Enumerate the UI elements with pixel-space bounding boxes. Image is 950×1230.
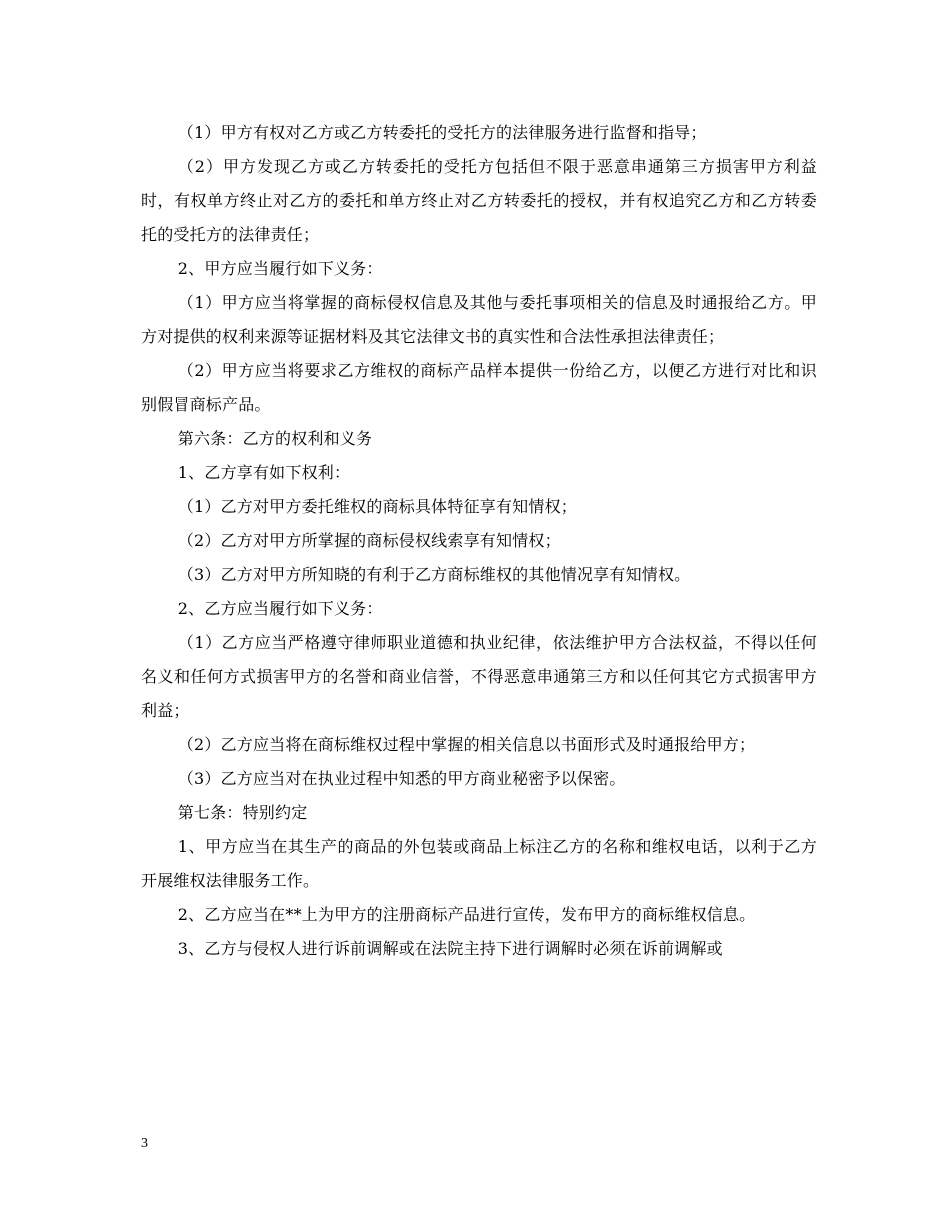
paragraph: （2）乙方应当将在商标维权过程中掌握的相关信息以书面形式及时通报给甲方； — [177, 735, 756, 754]
paragraph: （3）乙方应当对在执业过程中知悉的甲方商业秘密予以保密。 — [177, 769, 626, 788]
paragraph: 1、甲方应当在其生产的商品的外包装或商品上标注乙方的名称和维权电话，以利于乙方开展维权法律服务工作。 — [141, 837, 817, 890]
paragraph: 3、乙方与侵权人进行诉前调解或在法院主持下进行调解时必须在诉前调解或 — [177, 939, 723, 958]
paragraph: 2、甲方应当履行如下义务： — [177, 259, 383, 278]
page-number: 3 — [141, 1136, 148, 1151]
paragraph: 2、乙方应当在**上为甲方的注册商标产品进行宣传，发布甲方的商标维权信息。 — [177, 905, 756, 924]
paragraph: （1）乙方应当严格遵守律师职业道德和执业纪律，依法维护甲方合法权益，不得以任何名义和任何方式损害甲方的名誉和商业信誉，不得恶意串通第三方和以任何其它方式损害甲方利益； — [141, 633, 817, 720]
paragraph: （1）乙方对甲方委托维权的商标具体特征享有知情权； — [177, 497, 577, 516]
paragraph: 1、乙方享有如下权利： — [177, 463, 351, 482]
section-heading: 第六条：乙方的权利和义务 — [177, 429, 373, 448]
section-heading: 第七条：特别约定 — [177, 803, 308, 822]
paragraph: （1）甲方有权对乙方或乙方转委托的受托方的法律服务进行监督和指导； — [177, 123, 707, 142]
paragraph: （1）甲方应当将掌握的商标侵权信息及其他与委托事项相关的信息及时通报给乙方。甲方对提供的权利来源等证据材料及其它法律文书的真实性和合法性承担法律责任； — [141, 293, 817, 346]
paragraph: （2）甲方发现乙方或乙方转委托的受托方包括但不限于恶意串通第三方损害甲方利益时，有权单方终止对乙方的委托和单方终止对乙方转委托的授权，并有权追究乙方和乙方转委托的受托方的法律责任； — [141, 157, 817, 244]
paragraph: （3）乙方对甲方所知晓的有利于乙方商标维权的其他情况享有知情权。 — [177, 565, 691, 584]
paragraph: 2、乙方应当履行如下义务： — [177, 599, 383, 618]
document-body — [141, 116, 817, 966]
paragraph: （2）甲方应当将要求乙方维权的商标产品样本提供一份给乙方，以便乙方进行对比和识别假冒商标产品。 — [141, 361, 817, 414]
paragraph: （2）乙方对甲方所掌握的商标侵权线索享有知情权； — [177, 531, 561, 550]
